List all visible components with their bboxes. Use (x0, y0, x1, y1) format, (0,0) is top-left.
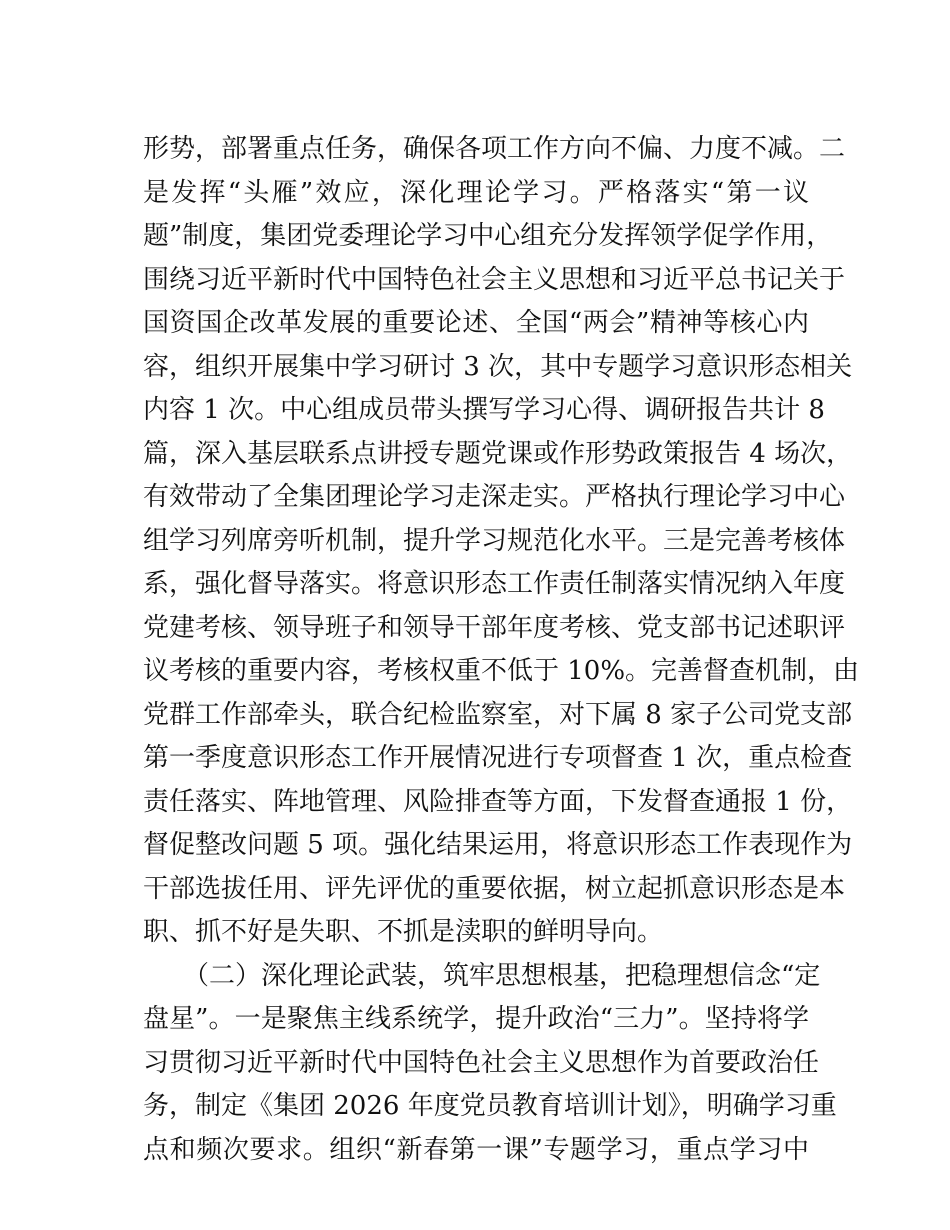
text-line: 国资国企改革发展的重要论述、全国“两会”精神等核心内 (143, 308, 809, 338)
text-line: 责任落实、阵地管理、风险排查等方面，下发督查通报 1 份， (143, 786, 853, 817)
text-line: 围绕习近平新时代中国特色社会主义思想和习近平总书记关于 (143, 264, 846, 295)
text-line: 议考核的重要内容，考核权重不低于 10%。完善督查机制，由 (143, 656, 860, 686)
text-line: 内容 1 次。中心组成员带头撰写学习心得、调研报告共计 8 (143, 395, 825, 425)
text-line: 是发挥“头雁”效应，深化理论学习。严格落实“第一议 (143, 177, 809, 208)
document-page (143, 128, 860, 1172)
text-line: 容，组织开展集中学习研讨 3 次，其中专题学习意识形态相关 (143, 351, 853, 382)
text-line: 党建考核、领导班子和领导干部年度考核、党支部书记述职评 (143, 612, 846, 643)
text-line: 系，强化督导落实。将意识形态工作责任制落实情况纳入年度 (143, 569, 846, 599)
text-line: 篇，深入基层联系点讲授专题党课或作形势政策报告 4 场次， (143, 438, 853, 469)
paragraph-1 (143, 128, 860, 955)
text-line: 第一季度意识形态工作开展情况进行专项督查 1 次，重点检查 (143, 743, 853, 773)
text-line: 形势，部署重点任务，确保各项工作方向不偏、力度不减。二 (143, 134, 846, 164)
text-line: 点和频次要求。组织“新春第一课”专题学习，重点学习中 (143, 1134, 809, 1165)
section-heading-line: （二）深化理论武装，筑牢思想根基，把稳理想信念“定 (183, 960, 821, 991)
text-line: 干部选拔任用、评先评优的重要依据，树立起抓意识形态是本 (143, 873, 846, 904)
text-line: 务，制定《集团 2026 年度党员教育培训计划》，明确学习重 (143, 1091, 837, 1121)
paragraph-2 (143, 955, 837, 1173)
text-line: 组学习列席旁听机制，提升学习规范化水平。三是完善考核体 (143, 525, 846, 556)
text-line: 题”制度，集团党委理论学习中心组充分发挥领学促学作用， (143, 221, 833, 251)
text-line: 习贯彻习近平新时代中国特色社会主义思想作为首要政治任 (143, 1047, 820, 1078)
text-line: 党群工作部牵头，联合纪检监察室，对下属 8 家子公司党支部 (143, 699, 853, 730)
text-line: 有效带动了全集团理论学习走深走实。严格执行理论学习中心 (143, 482, 846, 512)
text-line: 督促整改问题 5 项。强化结果运用，将意识形态工作表现作为 (143, 830, 853, 860)
text-line: 职、抓不好是失职、不抓是渎职的鲜明导向。 (143, 917, 664, 947)
text-line: 盘星”。一是聚焦主线系统学，提升政治“三力”。坚持将学 (143, 1004, 809, 1034)
